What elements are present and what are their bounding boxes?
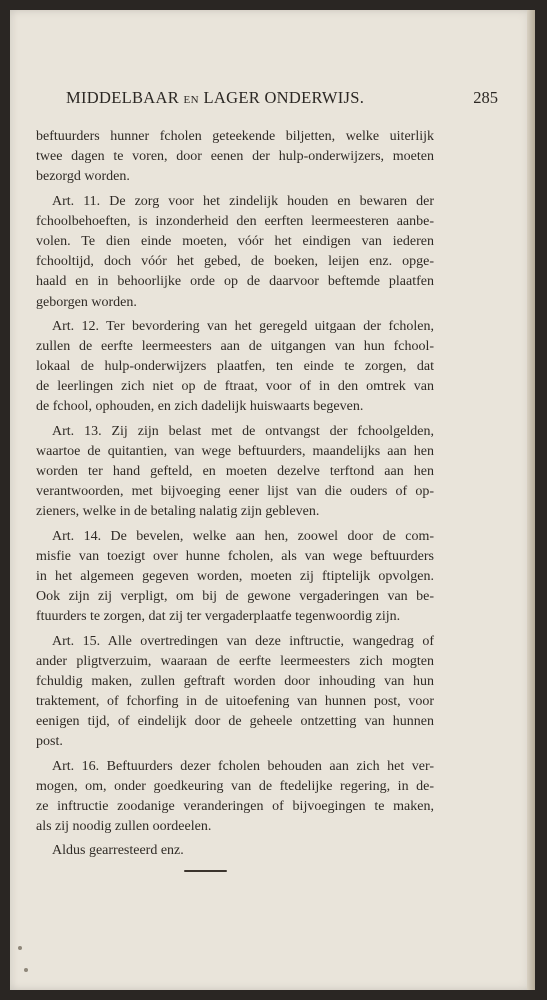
text-line: twee dagen te voren, door eenen der hulp-onderwijzers, moeten — [36, 149, 434, 165]
paragraph — [36, 317, 434, 418]
text-line: misfie van toezigt over hunne fcholen, als van wege beftuurders — [36, 548, 434, 564]
text-line: Ook zijn zij verpligt, om bij de gewone vergaderingen van be- — [36, 589, 434, 605]
running-title-part2: LAGER ONDERWIJS. — [203, 88, 365, 107]
body-text — [36, 127, 434, 866]
running-header — [66, 88, 498, 114]
speck — [24, 968, 28, 972]
text-line: ze inftructie zoodanige veranderingen of bijvoegingen te maken, — [36, 799, 434, 814]
text-line: geborgen worden. — [36, 294, 137, 310]
paragraph — [36, 422, 434, 523]
text-line: eenigen tijd, of eindelijk door de geheele ontzetting van hunnen — [36, 714, 434, 730]
text-line: Art. 16. Beftuurders dezer fcholen behouden aan zich het ver- — [52, 758, 434, 774]
paragraph — [36, 192, 434, 313]
running-title-small: EN — [183, 94, 200, 106]
text-line: als zij noodig zullen oordeelen. — [36, 819, 212, 835]
text-line: bezorgd worden. — [36, 169, 130, 185]
text-line: Art. 13. Zij zijn belast met de ontvangst der fchoolgelden, — [52, 423, 434, 439]
text-line: in het algemeen gegeven worden, moeten zij ftiptelijk opvolgen. — [36, 568, 434, 584]
paragraph — [36, 127, 434, 188]
text-line: Art. 11. De zorg voor het zindelijk houden en bewaren der — [52, 193, 434, 209]
page-number: 285 — [473, 88, 498, 107]
text-line: mogen, om, onder goedkeuring van de ftedelijke regering, in de- — [36, 778, 434, 794]
paragraph — [36, 527, 434, 628]
text-line: haald en in behoorlijke orde op de daarvoor beftemde plaatfen — [36, 274, 434, 290]
closing-rule — [184, 870, 227, 872]
text-line: beftuurders hunner fcholen geteekende biljetten, welke uiterlijk — [36, 129, 434, 144]
text-line: de fchool, ophouden, en zich dadelijk huiswaarts begeven. — [36, 399, 364, 415]
text-line: lokaal de hulp-onderwijzers plaatfen, ten einde te zorgen, dat — [36, 359, 434, 375]
paragraph — [36, 632, 434, 753]
text-line: Art. 12. Ter bevordering van het geregeld uitgaan der fcholen, — [52, 318, 434, 334]
text-line: de leerlingen zich niet op de ftraat, voor of in den omtrek van — [36, 379, 434, 395]
text-line: post. — [36, 734, 63, 750]
page-edge — [527, 10, 535, 990]
running-title — [66, 88, 364, 108]
book-page — [10, 10, 535, 990]
text-line: ftuurders te zorgen, dat zij ter vergaderplaatfe tegenwoordig zijn. — [36, 609, 401, 625]
text-line: Art. 15. Alle overtredingen van deze inftructie, wangedrag of — [52, 633, 434, 649]
paragraph — [36, 757, 434, 838]
text-line: fchuldig maken, zullen geftraft worden door inhouding van hun — [36, 673, 434, 689]
text-line: worden ter hand gefteld, en moeten dezelve terftond aan hen — [36, 464, 434, 479]
text-line: waartoe de quitantien, van wege beftuurders, maandelijks aan hen — [36, 443, 434, 459]
text-line: zullen de eerfte leermeesters aan de uitgangen van hun fchool- — [36, 338, 434, 354]
text-line: fchooltijd, doch vóór het gebed, de boeken, leijen enz. opge- — [36, 254, 434, 270]
text-line: Aldus gearresteerd enz. — [52, 843, 184, 859]
text-line: ander pligtverzuim, waaraan de eerfte leermeesters zich mogten — [36, 653, 434, 669]
paragraph — [36, 841, 434, 861]
text-line: fchoolbehoeften, is inzonderheid den eerften leermeesteren aanbe- — [36, 213, 434, 229]
text-line: traktement, of fchorfing in de uitoefening van hunnen post, voor — [36, 694, 434, 710]
speck — [18, 946, 22, 950]
text-line: Art. 14. De bevelen, welke aan hen, zoowel door de com- — [52, 528, 434, 544]
text-line: volen. Te dien einde moeten, vóór het eindigen van iederen — [36, 233, 434, 249]
text-line: verantwoorden, met bijvoeging eener lijst van die ouders of op- — [36, 484, 434, 500]
text-line: zieners, welke in de betaling nalatig zijn gebleven. — [36, 504, 320, 520]
running-title-part1: MIDDELBAAR — [66, 88, 179, 107]
